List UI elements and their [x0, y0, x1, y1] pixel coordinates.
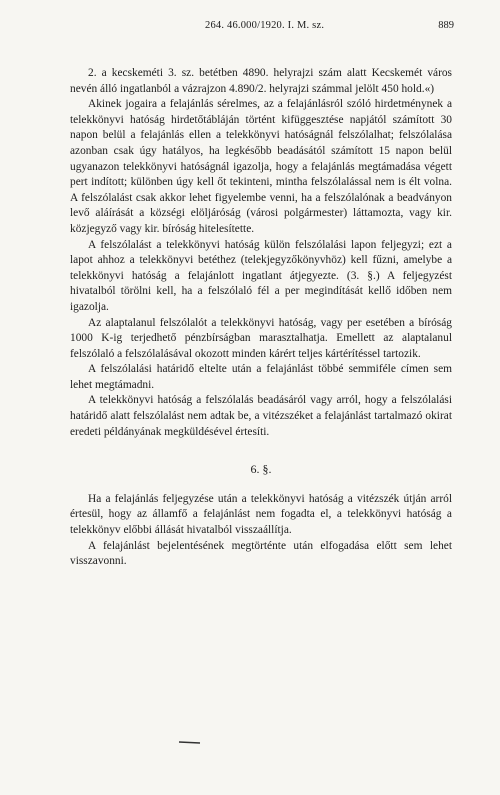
paragraph: A telekkönyvi hatóság a felszólalás beadásáról vagy arról, hogy a felszólalási határidő alatt felszólalást nem adtak be, a vitézszéket a felajánlást tartalmazó okirat eredeti példányának megküldésével értesíti. [70, 394, 452, 438]
paragraph: A felszólalási határidő eltelte után a felajánlást többé semmiféle címen sem lehet megtámadni. [70, 363, 452, 391]
paragraph: Ha a felajánlás feljegyzése után a telekkönyvi hatóság a vitézszék útján arról értesül, hogy az államfő a felajánlást nem fogadta el, a telekkönyvi hatóság a telekkönyv előbbi állását hivatalból visszaállítja. [70, 492, 452, 537]
paragraph: A felszólalást a telekkönyvi hatóság külön felszólalási lapon feljegyzi; ezt a lapot ahhoz a telekkönyvi betéthez (telekjegyzőkönyvhöz) kell fűzni, amelybe a telekkönyvi hatóság a felajánlott ingatlant átjegyezte. (3. §.) A feljegyzést hivatalból törölni kell, ha a felszólaló fél a per megindítását kellő időben nem igazolja. [70, 238, 452, 313]
header-reference: 264. 46.000/1920. I. M. sz. [205, 20, 325, 31]
section-title: 6. §. [250, 462, 272, 477]
page-number: 889 [438, 20, 454, 31]
ink-mark [178, 740, 202, 745]
page-header [0, 20, 500, 36]
document-body [70, 66, 452, 570]
paragraph: Akinek jogaira a felajánlás sérelmes, az a felajánlásról szóló hirdetménynek a telekkönyvi hatóság hirdetőtábláján történt kifüggesztése napjától számított 30 napon belül a felajánlás ellen a telekkönyvi hatóságnál felszólalhat; felszólalása azonban csak úgy hatályos, ha legkésőbb beadásától számított 15 napon belül ugyanazon telekkönyvi hatóságnál igazolja, hogy a felajánlás megtámadása végett pert indított; különben úgy kell őt tekinteni, mintha felszólalással nem is élt volna. A felszólalást csak akkor lehet figyelembe venni, ha a felszólalónak a beadványon levő aláírását a községi elöljáróság (városi polgármester) láttamozta, vagy kir. közjegyző vagy kir. bíróság hitelesítette. [70, 98, 452, 235]
paragraph: 2. a kecskeméti 3. sz. betétben 4890. helyrajzi szám alatt Kecskemét város nevén álló ingatlanból a vázrajzon 4.890/2. helyrajzi számmal jelölt 450 hold.«) [70, 67, 452, 95]
paragraph: Az alaptalanul felszólalót a telekkönyvi hatóság, vagy per esetében a bíróság 1000 K-ig terjedhető pénzbírságban marasztalhatja. Emellett az alaptalanul felszólaló a felszólalásával okozott minden kárért teljes kártérítéssel tartozik. [70, 316, 452, 360]
paragraph: A felajánlást bejelentésének megtörténte után elfogadása előtt sem lehet visszavonni. [70, 539, 452, 568]
